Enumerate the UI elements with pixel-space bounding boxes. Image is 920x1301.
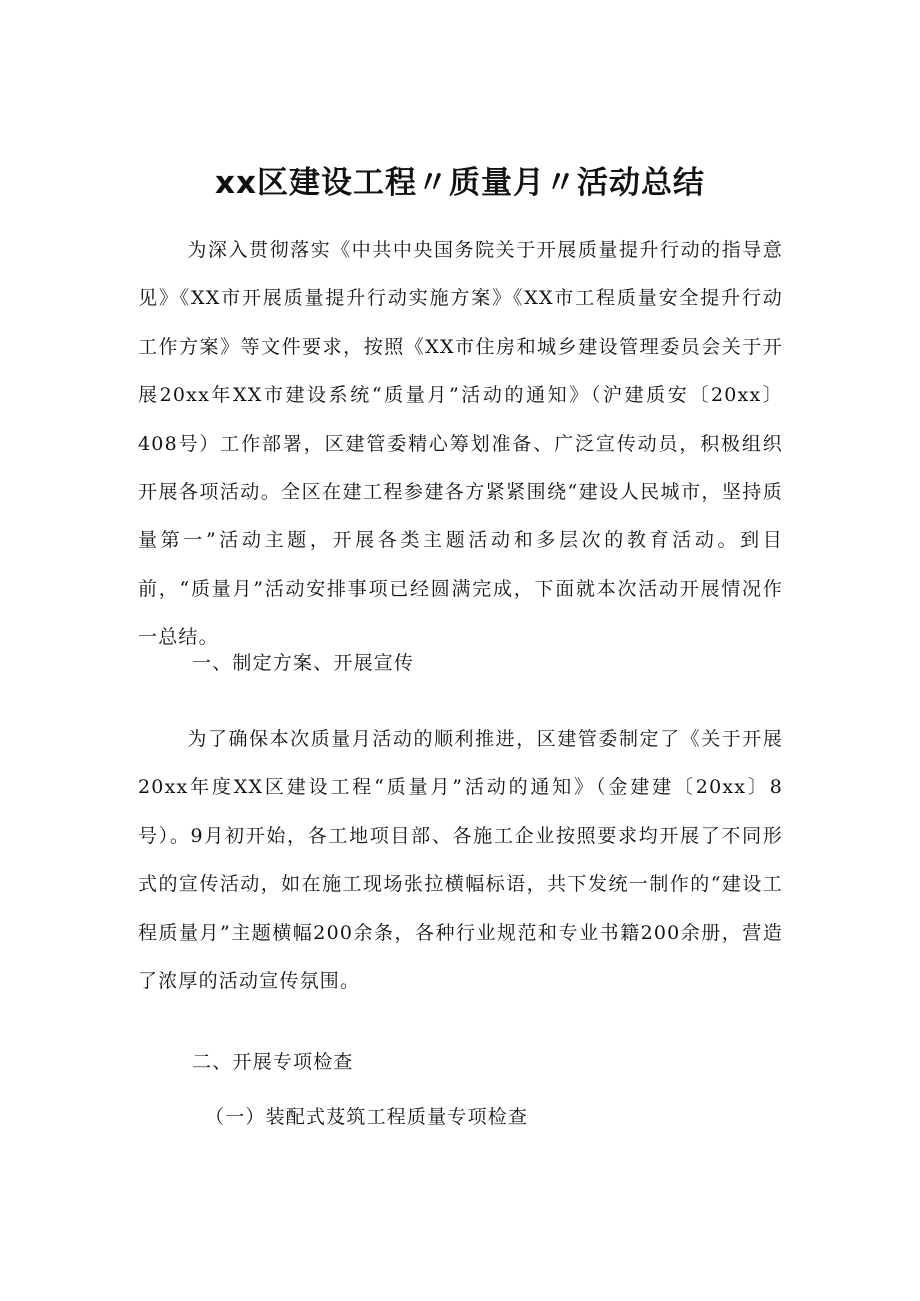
section-2-heading: 二、开展专项检查 [192, 1051, 354, 1073]
document-title: xx区建设工程〃质量月〃活动总结 [215, 165, 705, 201]
section-1-heading: 一、制定方案、开展宣传 [192, 652, 415, 674]
section-1-paragraph: 为了确保本次质量月活动的顺利推进，区建管委制定了《关于开展20xx年度XX区建设工程“质量月”活动的通知》（金建建〔20xx〕8号）。9月初开始，各工地项目部、各施工企业按照要求均开展了不同形式的宣传活动，如在施工现场张拉横幅标语，共下发统一制作的“建设工程质量月”主题横幅200余条，各种行业规范和专业书籍200余册，营造了浓厚的活动宣传氛围。 [138, 728, 783, 993]
subsection-1-heading: （一）装配式芨筑工程质量专项检查 [205, 1106, 529, 1128]
intro-paragraph: 为深入贯彻落实《中共中央国务院关于开展质量提升行动的指导意见》《XX市开展质量提升行动实施方案》《XX市工程质量安全提升行动工作方案》等文件要求，按照《XX市住房和城乡建设管理委员会关于开展20xx年XX市建设系统“质量月”活动的通知》（沪建质安〔20xx〕408号）工作部署，区建管委精心筹划准备、广泛宣传动员，积极组织开展各项活动。全区在建工程参建各方紧紧围绕“建设人民城市，坚持质量第一”活动主题，开展各类主题活动和多层次的教育活动。到目前，“质量月”活动安排事项已经圆满完成，下面就本次活动开展情况作一总结。 [138, 239, 783, 649]
